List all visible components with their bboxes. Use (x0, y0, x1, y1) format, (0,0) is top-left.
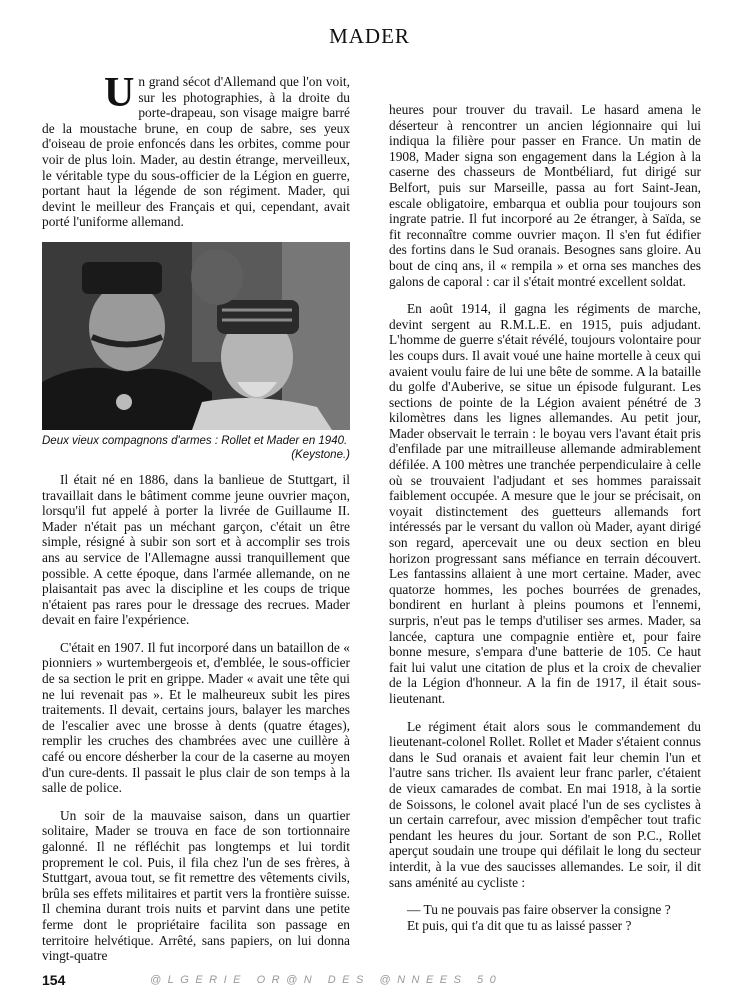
body-paragraph: Le régiment était alors sous le commandement du lieutenant-colonel Rollet. Rollet et Mader s'étaient connus dans le Sud oranais et avaient fait leur chemin l'un et l'autre sans tricher. Ils avaient leur franc parler, c'étaient de vieux camarades de combat. En mai 1918, à la sortie de Soissons, le colonel avait placé l'un de ses cyclistes à un certain carrefour, avec mission d'empêcher tout trafic pendant les heures du jour. Sortant de son P.C., Rollet aperçut soudain une troupe qui défilait le long du secteur interdit, à la vue des saucisses allemandes. Le soir, il dit sans aménité au cycliste : (389, 718, 701, 890)
page-title: MADER (329, 24, 410, 48)
continuation-paragraph: heures pour trouver du travail. Le hasard amena le déserteur à rencontrer un ancien légionnaire qui lui indiqua la filière pour passer en France. Un matin de 1908, Mader signa son engagement dans la Légion à la caserne des chasseurs de Montbéliard, fut dirigé sur Belfort, puis sur Marseille, passa au fort Saint-Jean, escale obligatoire, embarqua et oublia pour toujours son ingrate patrie. Il fut incorporé au 2e étranger, à Saïda, se fit reconnaître comme ouvrier maçon. Il s'en fut édifier des fortins dans le Sud oranais. Besognes sans gloire. Au bout de cinq ans, il « rempila » et orna ses manches des galons de caporal : car il s'était montré excellent soldat. (389, 102, 701, 289)
watermark: @LGERIE OR@N DES @NNEES 50 (150, 974, 503, 986)
right-column (389, 102, 701, 933)
drop-cap: U (104, 70, 135, 116)
photo-credit: (Keystone.) (291, 448, 350, 461)
body-paragraph: C'était en 1907. Il fut incorporé dans un bataillon de « pionniers » wurtembergeois et, d'emblée, le sous-officier de sa section le prit en grippe. Mader « avait une tête qui ne lui revenait pas ». Et le malheureux subit les pires traitements. Il devait, certains jours, balayer les marches de l'escalier avec une brosse à dents (quatre étages), remplir les cruches des chambrées avec une cuillère à café ou encore désherber la cour de la caserne au moyen d'un cure-dents. Il passait le plus clair de son temps à la salle de police. (42, 639, 350, 796)
body-paragraph: Un soir de la mauvaise saison, dans un quartier solitaire, Mader se trouva en face de son tortionnaire galonné. Il ne réfléchit pas longtemps et lui tordit proprement le col. Puis, il fila chez l'un de ses frères, à Stuttgart, avoua tout, se fit remettre des vêtements civils, brûla ses effets militaires et partit vers la frontière suisse. Il chemina durant trois nuits et parvint dans une petite ferme dont le propriétaire facilita son passage en territoire helvétique. Arrêté, sans papiers, on lui donna vingt-quatre (42, 807, 350, 964)
intro-paragraph (42, 70, 350, 230)
photo-two-soldiers-icon (42, 242, 350, 430)
page-number: 154 (42, 972, 66, 988)
dialog-line: — Tu ne pouvais pas faire observer la consigne ? (407, 902, 671, 918)
intro-text: n grand sécot d'Allemand que l'on voit, sur les photographies, à la droite du porte-drapeau, son visage maigre barré de la moustache brune, en coup de sabre, ses yeux d'oiseau de proie enfoncés dans les orbites, comme pour voir de plus loin. Mader, au destin étrange, merveilleux, le véritable type du sous-officier de la Légion en guerre, portant haut la légende de son régiment. Mader, qui devint le meilleur des Français et qui, cependant, avait porté l'uniforme allemand. (42, 74, 350, 230)
body-paragraph: En août 1914, il gagna les régiments de marche, devint sergent au R.M.L.E. en 1915, puis adjudant. L'homme de guerre s'était révélé, toujours volontaire pour les coups durs. Il avait voué une haine mortelle à ceux qui avaient voulu faire de lui une bête de somme. A la bataille du golfe d'Auberive, se situe un épisode fulgurant. Les sections de pointe de la Légion avaient pénétré de 3 kilomètres dans les lignes allemandes. Au petit jour, Mader observait le terrain : le boyau vers l'avant était pris d'enfilade par une mitrailleuse allemande admirablement défilée. A 100 mètres une tranchée perpendiculaire à celle où se trouvaient l'adjudant et ses hommes paraissait faiblement occupée. A mesure que le jour se précisait, on voyait distinctement des guetteurs allemands fort intéressés par le versant du vallon où Mader, ayant dirigé son regard, apercevait une ou deux section en bleu horizon progressant sans méfiance en terrain découvert. Les fantassins allaient à une mort certaine. Mader, avec quatorze hommes, les poches bourrées de grenades, bondirent en hurlant à pleins poumons et l'ennemi, surpris, n'eut pas le temps d'utiliser ses armes. Mader, sa lancée, captura une compagnie entière et, pour faire bonne mesure, s'empara d'une batterie de 105. Ce haut fait lui valut une citation de plus et la croix de chevalier de la Légion d'honneur. A la fin de 1917, il était sous-lieutenant. (389, 301, 701, 706)
photo-caption (42, 434, 350, 462)
dialog-line: Et puis, qui t'a dit que tu as laissé passer ? (407, 917, 632, 933)
left-column (42, 70, 350, 976)
historical-photo (42, 242, 350, 430)
body-paragraph: Il était né en 1886, dans la banlieue de Stuttgart, il travaillait dans le bâtiment comme jeune ouvrier maçon, lorsqu'il fut appelé à porter la livrée de Guillaume II. Mader n'était pas un méchant garçon, c'était un être simple, résigné à subir son sort et à accomplir ses trois ans au service de l'Allemagne aussi tranquillement que possible. A cette époque, dans l'armée allemande, on ne plaisantait pas avec la discipline et les coups de trique n'étaient pas rares pour le dressage des recrues. Mader devait en faire l'expérience. (42, 471, 350, 628)
caption-text: Deux vieux compagnons d'armes : Rollet et Mader en 1940. (42, 434, 348, 447)
